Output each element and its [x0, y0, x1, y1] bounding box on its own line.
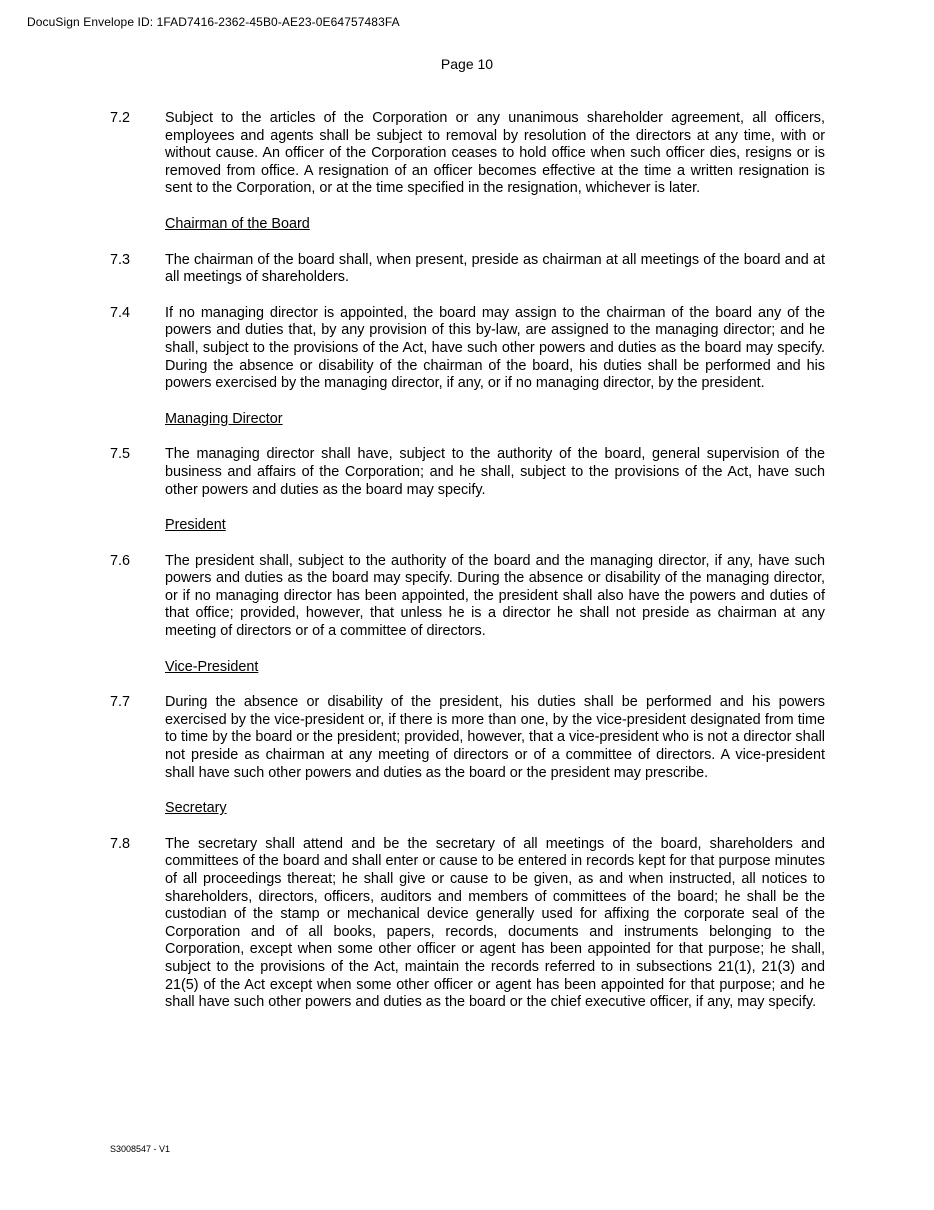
heading-vice-president: Vice-President	[165, 658, 259, 675]
clause-number: 7.7	[110, 694, 131, 711]
clause-7-8	[110, 836, 825, 1012]
clause-7-5	[110, 446, 825, 499]
document-body	[110, 110, 825, 1030]
heading-chairman-of-the-board: Chairman of the Board	[165, 215, 310, 232]
clause-7-2	[110, 110, 825, 198]
heading-secretary: Secretary	[165, 800, 227, 817]
page-number: Page 10	[440, 56, 494, 72]
clause-number: 7.2	[110, 110, 131, 126]
clause-number: 7.5	[110, 446, 131, 463]
clause-number: 7.3	[110, 251, 131, 268]
clause-7-4	[110, 305, 825, 393]
clause-number: 7.8	[110, 835, 131, 852]
heading-managing-director: Managing Director	[165, 410, 283, 427]
document-code: S3008547 - V1	[110, 1144, 171, 1154]
clause-text: Subject to the articles of the Corporation or any unanimous shareholder agreement, all officers, employees and agents shall be subject to removal by resolution of the directors at any time, with or without cause. An officer of the Corporation ceases to hold office when such officer dies, resigns or is removed from office. A resignation of an officer becomes effective at the time a written resignation is sent to the Corporation, or at the time specified in the resignation, whichever is later.	[165, 110, 825, 197]
clause-number: 7.6	[110, 552, 131, 569]
clause-text: The chairman of the board shall, when present, preside as chairman at all meetings of the board and at all meetings of shareholders.	[165, 251, 825, 286]
clause-7-3	[110, 252, 825, 287]
clause-text: The managing director shall have, subject to the authority of the board, general supervision of the business and affairs of the Corporation; and he shall, subject to the provisions of the Act, have such other powers and duties as the board may specify.	[165, 446, 825, 498]
heading-president: President	[165, 517, 226, 534]
clause-number: 7.4	[110, 304, 131, 321]
envelope-id: DocuSign Envelope ID: 1FAD7416-2362-45B0-AE23-0E64757483FA	[27, 15, 400, 29]
clause-text: The secretary shall attend and be the secretary of all meetings of the board, shareholders and committees of the board and shall enter or cause to be entered in records kept for that purpose minutes of all proceedings thereat; he shall give or cause to be given, as and when instructed, all notices to shareholders, directors, officers, auditors and members of committees of the board; he shall be the custodian of the stamp or mechanical device generally used for affixing the corporate seal of the Corporation and of all books, papers, records, documents and instruments belonging to the Corporation, except when some other officer or agent has been appointed for that purpose; he shall, subject to the provisions of the Act, maintain the records referred to in subsections 21(1), 21(3) and 21(5) of the Act except when some other officer or agent has been appointed for that purpose; and he shall have such other powers and duties as the board or the chief executive officer, if any, may specify.	[165, 835, 825, 1011]
clause-text: The president shall, subject to the authority of the board and the managing director, if any, have such powers and duties as the board may specify. During the absence or disability of the managing director, or if no managing director has been appointed, the president shall also have the powers and duties of that office; provided, however, that unless he is a director he shall not preside as chairman at any meeting of directors or of a committee of directors.	[165, 552, 825, 640]
clause-text: During the absence or disability of the president, his duties shall be performed and his powers exercised by the vice-president or, if there is more than one, by the vice-president designated from time to time by the board or the president; provided, however, that a vice-president who is not a director shall not preside as chairman at any meeting of directors or of a committee of directors. A vice-president shall have such other powers and duties as the board or the president may prescribe.	[165, 694, 825, 781]
clause-7-6	[110, 553, 825, 641]
clause-text: If no managing director is appointed, the board may assign to the chairman of the board any of the powers and duties that, by any provision of this by-law, are assigned to the managing director; and he shall, subject to the provisions of the Act, have such other powers and duties as the board may specify. During the absence or disability of the chairman of the board, his duties shall be performed and his powers exercised by the managing director, if any, or if no managing director, by the president.	[165, 304, 825, 392]
clause-7-7	[110, 694, 825, 782]
